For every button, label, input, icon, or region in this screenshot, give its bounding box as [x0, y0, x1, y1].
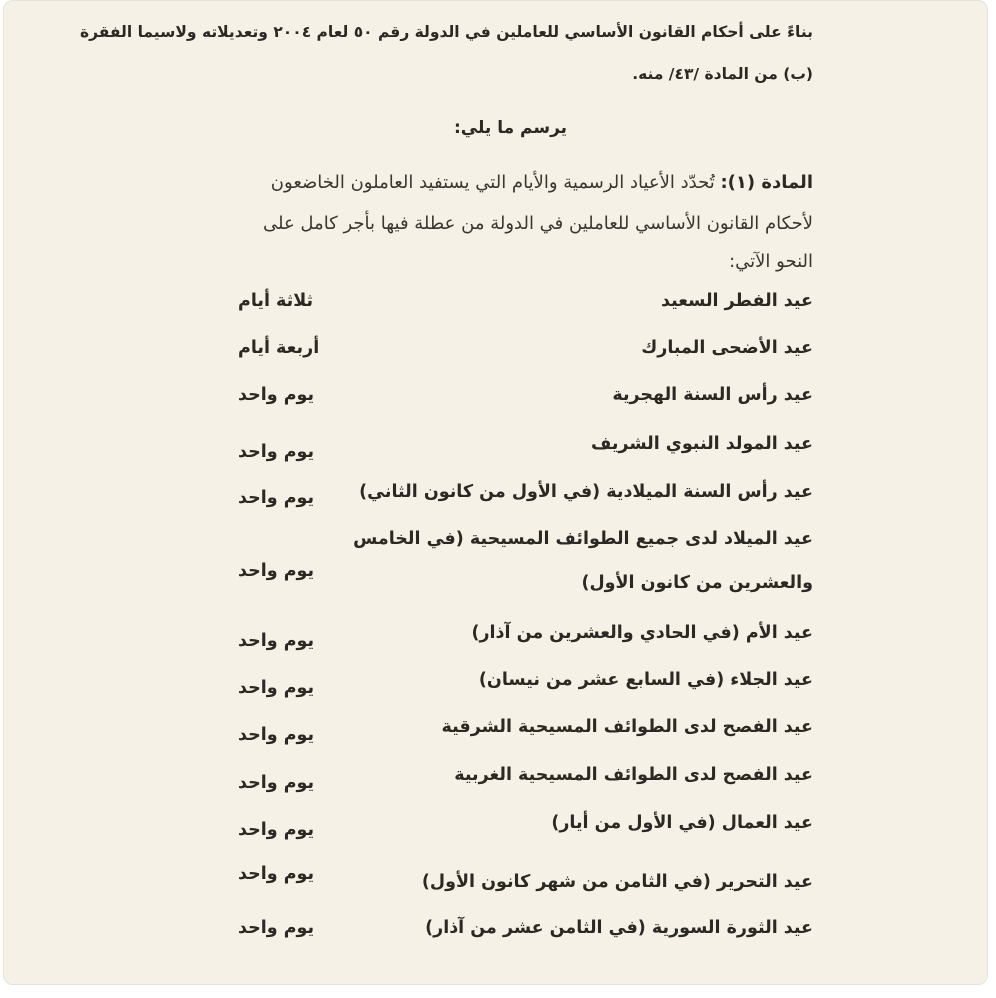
holiday-name: عيد رأس السنة الهجرية — [612, 385, 813, 405]
article-line-1 — [271, 172, 813, 193]
holiday-duration: يوم واحد — [238, 488, 315, 508]
holiday-name: عيد الفصح لدى الطوائف المسيحية الشرقية — [441, 717, 813, 737]
intro-line-1: بناءً على أحكام القانون الأساسي للعاملين في الدولة رقم ٥٠ لعام ٢٠٠٤ وتعديلاته ولاسيما الفقرة — [79, 23, 813, 41]
holiday-duration: يوم واحد — [238, 864, 315, 884]
holiday-name: عيد الثورة السورية (في الثامن عشر من آذار) — [425, 918, 813, 938]
holiday-duration: يوم واحد — [238, 918, 315, 938]
holiday-name: عيد رأس السنة الميلادية (في الأول من كانون الثاني) — [359, 482, 813, 502]
holiday-duration: يوم واحد — [238, 561, 315, 581]
holiday-duration: يوم واحد — [238, 631, 315, 651]
holiday-duration: يوم واحد — [238, 725, 315, 745]
article-label: المادة (١): — [720, 172, 813, 193]
article-line-2: لأحكام القانون الأساسي للعاملين في الدولة من عطلة فيها بأجر كامل على — [263, 213, 813, 234]
holiday-name: عيد الأضحى المبارك — [641, 338, 813, 358]
holiday-duration: يوم واحد — [238, 442, 315, 462]
holiday-name: عيد الأم (في الحادي والعشرين من آذار) — [471, 623, 813, 643]
holiday-name-line-2: والعشرين من كانون الأول) — [581, 573, 813, 593]
holiday-name: عيد المولد النبوي الشريف — [591, 434, 813, 454]
holiday-duration: ثلاثة أيام — [238, 291, 314, 311]
holiday-duration: أربعة أيام — [238, 338, 320, 358]
holiday-name: عيد الفصح لدى الطوائف المسيحية الغربية — [454, 765, 813, 785]
holiday-name: عيد الفطر السعيد — [661, 291, 813, 311]
holiday-duration: يوم واحد — [238, 385, 315, 405]
document-page — [3, 0, 988, 985]
holiday-duration: يوم واحد — [238, 773, 315, 793]
decree-heading: يرسم ما يلي: — [453, 118, 568, 138]
holiday-name: عيد الجلاء (في السابع عشر من نيسان) — [478, 670, 813, 690]
article-line-1-text: تُحدّد الأعياد الرسمية والأيام التي يستفيد العاملون الخاضعون — [270, 172, 721, 193]
holiday-name: عيد العمال (في الأول من أيار) — [551, 813, 813, 833]
holiday-name: عيد التحرير (في الثامن من شهر كانون الأول) — [421, 872, 813, 892]
intro-line-2: (ب) من المادة /٤٣/ منه. — [632, 65, 813, 83]
holiday-duration: يوم واحد — [238, 820, 315, 840]
holiday-name-line-1: عيد الميلاد لدى جميع الطوائف المسيحية (في الخامس — [353, 529, 813, 549]
article-line-3: النحو الآتي: — [729, 251, 813, 272]
holiday-duration: يوم واحد — [238, 678, 315, 698]
